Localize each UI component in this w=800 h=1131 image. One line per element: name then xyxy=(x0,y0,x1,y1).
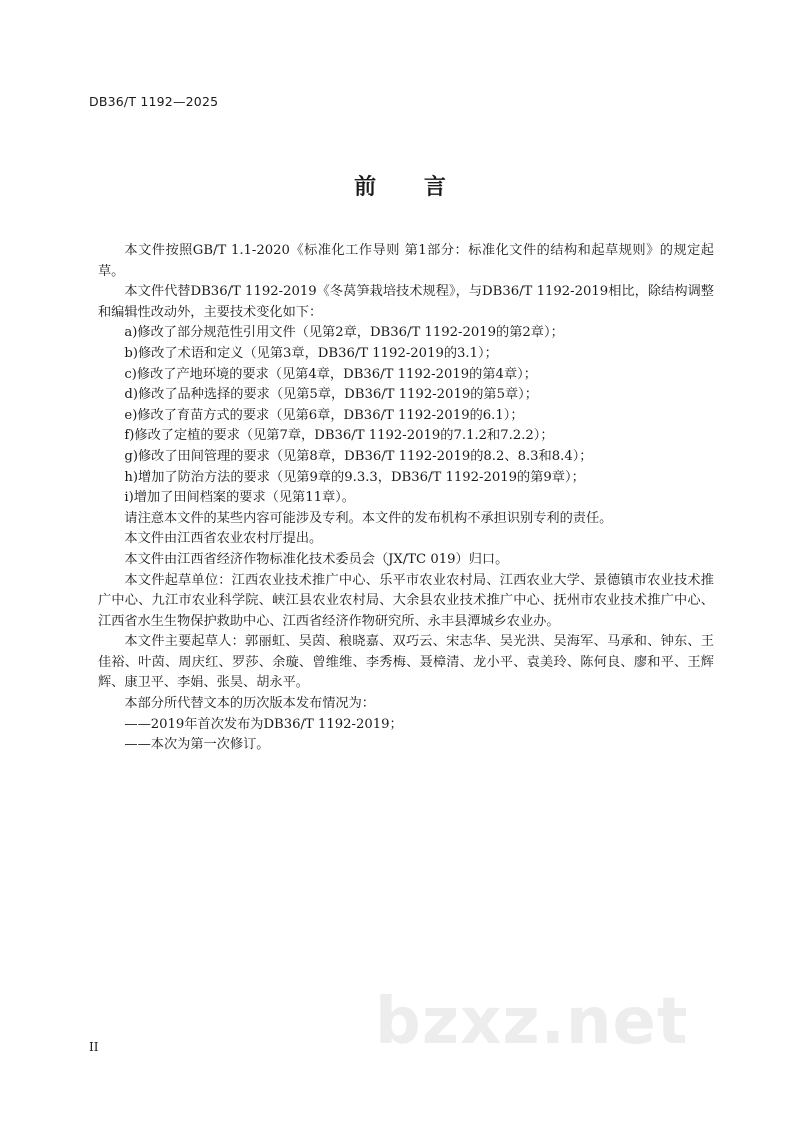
list-item: d)修改了品种选择的要求（见第5章，DB36/T 1192-2019的第5章）； xyxy=(124,387,538,403)
list-item: c)修改了产地环境的要求（见第4章，DB36/T 1192-2019的第4章）； xyxy=(124,366,537,382)
history-item: ——本次为第一次修订。 xyxy=(124,737,270,753)
document-code: DB36/T 1192—2025 xyxy=(89,94,219,109)
list-item: g)修改了田间管理的要求（见第8章，DB36/T 1192-2019的8.2、8.3和8.4）； xyxy=(124,448,593,464)
paragraph-patent: 请注意本文件的某些内容可能涉及专利。本文件的发布机构不承担识别专利的责任。 xyxy=(124,510,613,526)
paragraph-drafting-units: 本文件起草单位：江西农业技术推广中心、乐平市农业农村局、江西农业大学、景德镇市农业技术推广中心、九江市农业科学院、峡江县农业农村局、大余县农业技术推广中心、抚州市农业技术推广中心、江西省水生生物保护救助中心、江西省经济作物研究所、永丰县潭城乡农业办。 xyxy=(98,572,714,629)
paragraph-replacement: 本文件代替DB36/T 1192-2019《冬莴笋栽培技术规程》，与DB36/T 1192-2019相比，除结构调整和编辑性改动外，主要技术变化如下： xyxy=(98,284,714,320)
paragraph-drafting-rules: 本文件按照GB/T 1.1-2020《标准化工作导则 第1部分：标准化文件的结构和起草规则》的规定起草。 xyxy=(98,243,714,279)
page-number: II xyxy=(89,1040,99,1054)
list-item: b)修改了术语和定义（见第3章，DB36/T 1192-2019的3.1）； xyxy=(124,345,498,361)
paragraph-drafters: 本文件主要起草人：郭丽虹、吴茵、稂晓嘉、双巧云、宋志华、吴光洪、吴海军、马承和、钟东、王佳裕、叶茵、周庆红、罗莎、余璇、曾维维、李秀梅、聂樟清、龙小平、袁美玲、陈何良、廖和平、王辉辉、康卫平、李娟、张昊、胡永平。 xyxy=(98,634,714,691)
document-body xyxy=(98,241,714,756)
page-title: 前 言 xyxy=(354,175,466,200)
list-item: a)修改了部分规范性引用文件（见第2章，DB36/T 1192-2019的第2章）； xyxy=(124,325,564,341)
paragraph-proposer: 本文件由江西省农业农村厅提出。 xyxy=(124,531,323,547)
watermark: bzxz.net xyxy=(375,985,689,1059)
paragraph-committee: 本文件由江西省经济作物标准化技术委员会（JX/TC 019）归口。 xyxy=(124,551,509,567)
history-item: ——2019年首次发布为DB36/T 1192-2019； xyxy=(124,716,403,732)
paragraph-history-intro: 本部分所代替文本的历次版本发布情况为： xyxy=(124,696,375,712)
list-item: f)修改了定植的要求（见第7章，DB36/T 1192-2019的7.1.2和7.2.2）； xyxy=(124,428,554,444)
list-item: h)增加了防治方法的要求（见第9章的9.3.3，DB36/T 1192-2019的第9章）； xyxy=(124,469,585,485)
list-item: i)增加了田间档案的要求（见第11章）。 xyxy=(124,490,355,506)
list-item: e)修改了育苗方式的要求（见第6章，DB36/T 1192-2019的6.1）； xyxy=(124,407,524,423)
